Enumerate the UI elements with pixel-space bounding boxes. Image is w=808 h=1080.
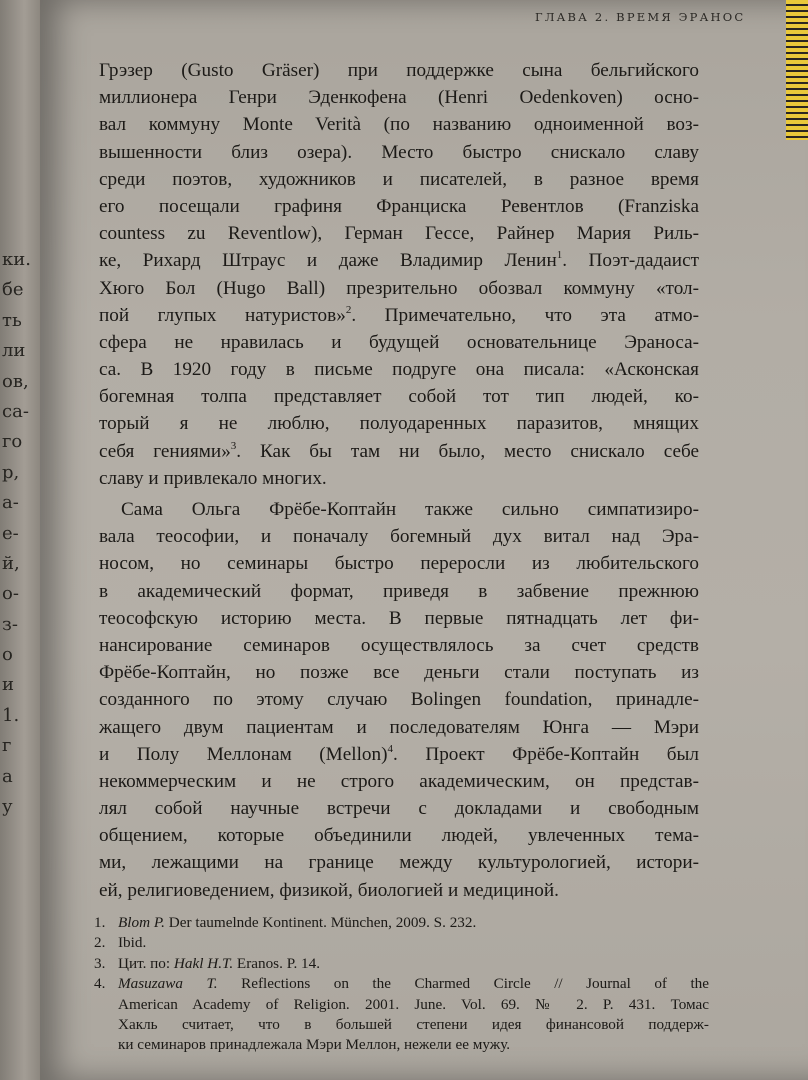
- paragraph: [99, 496, 699, 904]
- text-line: богемная толпа представляет собой тот тип людей, ко-: [99, 386, 699, 408]
- text-line: его посещали графиня Франциска Ревентлов (Franziska: [99, 195, 699, 217]
- text-line: среди поэтов, художников и писателей, в разное время: [99, 168, 699, 190]
- text-line: ми, лежащими на границе между культурологией, истори-: [99, 852, 699, 874]
- previous-page-fragment: го: [2, 431, 23, 453]
- footnote-number: 3.: [94, 954, 106, 972]
- footnote: [94, 933, 709, 953]
- previous-page-fragment: ть: [2, 309, 22, 331]
- author-name: Blom P.: [118, 914, 165, 931]
- footnote-ref[interactable]: 2: [345, 303, 352, 316]
- footnote-line: Цит. по: Hakl H.T. Eranos. P. 14.: [118, 954, 321, 972]
- footnote: [94, 954, 709, 974]
- previous-page-fragment: ов,: [2, 370, 29, 392]
- text-line: Сама Ольга Фрёбе-Коптайн также сильно симпатизиро-: [121, 499, 699, 520]
- footnote-line: American Academy of Religion. 2001. June. Vol. 69. № 2. P. 431. Томас: [118, 995, 709, 1013]
- previous-page-fragment: з-: [2, 613, 18, 635]
- previous-page-fragment: р,: [2, 461, 20, 483]
- text-line: ей, религиоведением, физикой, биологией и медициной.: [99, 879, 559, 901]
- text-line: нансирование семинаров осуществлялось за счет средств: [99, 634, 699, 656]
- footnote-line: ки семинаров принадлежала Мэри Меллон, нежели ее мужу.: [118, 1036, 511, 1054]
- footnotes: [94, 913, 709, 1056]
- text-line: носом, но семинары быстро переросли из любительского: [99, 553, 699, 575]
- text-line: вал коммуну Monte Verità (по названию одноименной воз-: [99, 114, 699, 136]
- text-line: Фрёбе-Коптайн, но позже все деньги стали поступать из: [99, 662, 699, 684]
- previous-page-fragments: [2, 245, 42, 822]
- footnote-ref[interactable]: 3: [230, 439, 237, 452]
- text-line: лял собой научные встречи с докладами и свободным: [99, 798, 699, 820]
- previous-page-fragment: ки.: [2, 249, 31, 270]
- text-line: сфера не нравилась и будущей основательнице Эраноса-: [99, 331, 699, 353]
- previous-page-fragment: са-: [2, 400, 29, 422]
- footnote-number: 2.: [94, 934, 106, 952]
- footnote-ref[interactable]: 4: [387, 742, 393, 755]
- text-line: Хюго Бол (Hugo Ball) презрительно обозвал коммуну «тол-: [99, 277, 699, 299]
- text-line: пой глупых натуристов»$^2$. Примечательно, что эта атмо-: [99, 303, 699, 326]
- previous-page-fragment: а-: [2, 492, 19, 514]
- footnote-line: Blom P. Der taumelnde Kontinent. München, 2009. S. 232.: [118, 914, 477, 931]
- text-line: countess zu Reventlow), Герман Гессе, Райнер Мария Риль-: [99, 223, 699, 245]
- author-name: Hakl H.T.: [173, 954, 234, 972]
- footnote-ref[interactable]: 1: [556, 249, 563, 262]
- text-line: ке, Рихард Штраус и даже Владимир Ленин$^1$. Поэт-дадаист: [99, 249, 699, 272]
- running-head: ГЛАВА 2. ВРЕМЯ ЭРАНОС: [535, 10, 746, 24]
- main-text: [99, 57, 699, 904]
- previous-page-fragment: у: [2, 796, 13, 818]
- text-line: жащего двум пациентам и последователям Юнга — Мэри: [99, 716, 699, 738]
- paragraph: [99, 57, 699, 492]
- text-line: славу и привлекало многих.: [99, 467, 327, 489]
- previous-page-fragment: а: [2, 765, 13, 787]
- previous-page-fragment: о: [2, 644, 13, 666]
- text-line: созданного по этому случаю Bolingen foundation, принадле-: [99, 689, 699, 711]
- text-line: в академический формат, приведя в забвение прежнюю: [99, 580, 699, 602]
- footnote-line: Хакль считает, что в большей степени идея финансовой поддерж-: [118, 1016, 709, 1034]
- text-line: миллионера Генри Эденкофена (Henri Oedenkoven) осно-: [99, 87, 699, 109]
- footnote-line: Masuzawa T. Reflections on the Charmed Circle // Journal of the: [118, 975, 710, 993]
- previous-page-fragment: 1.: [2, 704, 20, 726]
- previous-page-fragment: бе: [2, 279, 24, 301]
- footnote: [94, 974, 709, 1056]
- notebook-edge: [786, 0, 808, 140]
- previous-page-fragment: й,: [2, 552, 20, 574]
- text-line: некоммерческим и не строго академическим, он представ-: [99, 770, 699, 792]
- footnote-number: 1.: [94, 914, 106, 931]
- text-line: и Полу Меллонам (Mellon)$^4$. Проект Фрёбе-Коптайн был: [99, 742, 699, 765]
- text-line: са. В 1920 году в письме подруге она писала: «Асконская: [99, 359, 699, 381]
- text-line: себя гениями»$^3$. Как бы там ни было, место снискало себе: [99, 439, 699, 462]
- author-name: Masuzawa T.: [118, 975, 218, 993]
- text-line: общением, которые объединили людей, увлеченных тема-: [99, 825, 699, 847]
- text-line: Грэзер (Gusto Gräser) при поддержке сына бельгийского: [99, 60, 699, 81]
- text-line: вала теософии, и поначалу богемный дух витал над Эра-: [99, 526, 699, 548]
- footnote: [94, 913, 709, 933]
- previous-page-fragment: ли: [2, 340, 26, 362]
- footnote-number: 4.: [94, 975, 106, 993]
- text-line: торый я не люблю, полуодаренных паразитов, мнящих: [99, 413, 699, 435]
- previous-page-fragment: г: [2, 735, 12, 757]
- previous-page-fragment: о-: [2, 583, 19, 605]
- text-line: вышенности близ озера). Место быстро снискало славу: [99, 141, 699, 163]
- previous-page-fragment: и: [2, 674, 14, 696]
- footnote-line: Ibid.: [118, 934, 147, 952]
- text-line: теософскую историю места. В первые пятнадцать лет фи-: [99, 607, 699, 629]
- previous-page-fragment: е-: [2, 522, 19, 544]
